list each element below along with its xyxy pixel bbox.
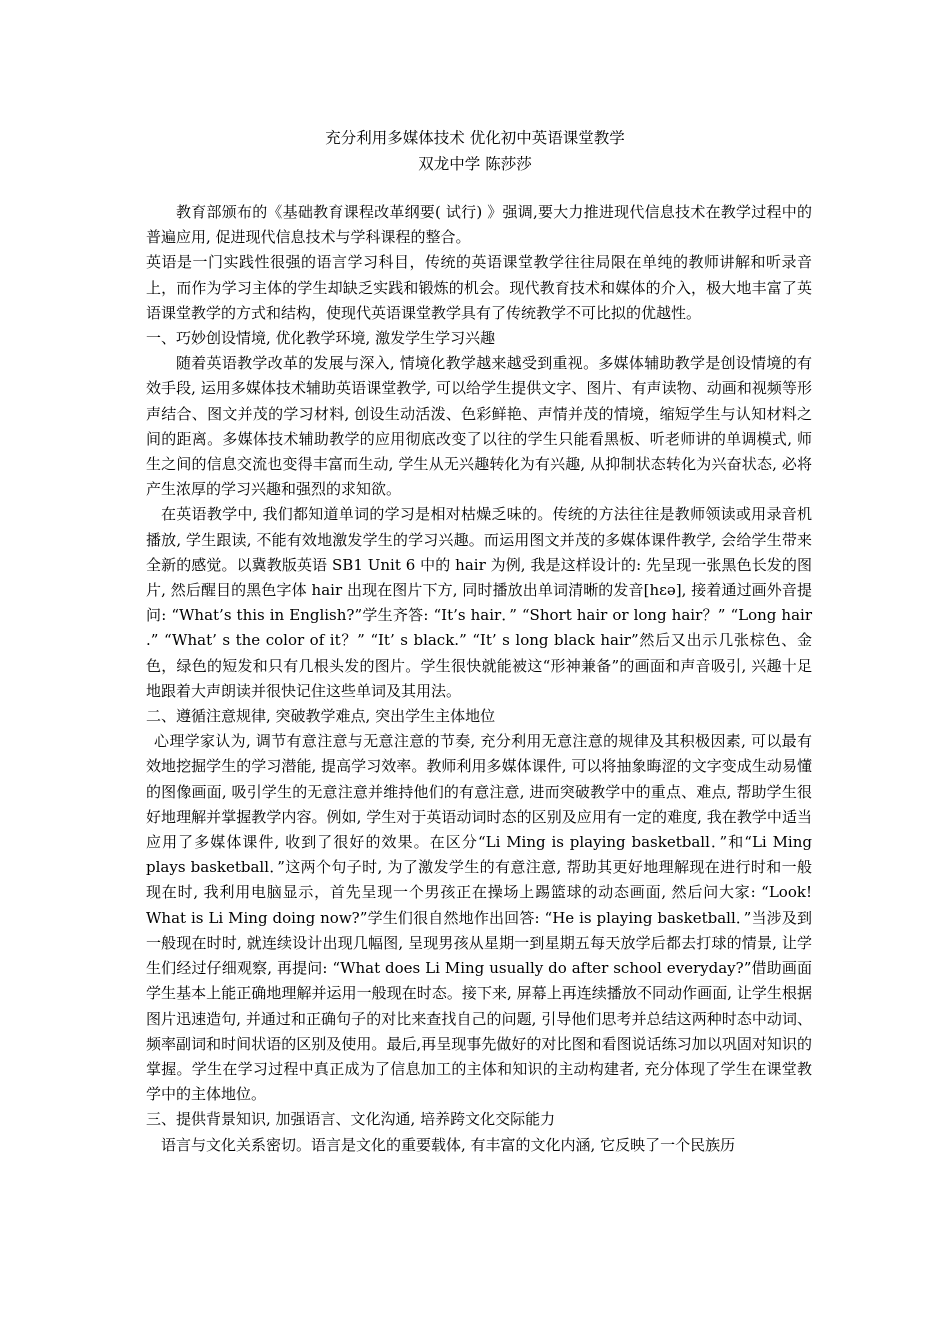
document-body — [146, 200, 812, 1158]
paragraph: 在英语教学中, 我们都知道单词的学习是相对枯燥乏味的。传统的方法往往是教师领读或用录音机播放, 学生跟读, 不能有效地激发学生的学习兴趣。而运用图文并茂的多媒体课件教学, 会给学生带来全新的感觉。以冀教版英语 SB1 Unit 6 中的 hair 为例, 我是这样设计的: 先呈现一张黑色长发的图片, 然后醒目的黑色字体 hair 出现在图片下方, 同时播放出单词清晰的发音[hɛə], 接着通过画外音提问: “What’s this in English?”学生齐答: “It’s hair．” “Short hair or long hair？” “Long hair .” “What’ s the color of it？” “It’ s black.” “It’ s long black hair”然后又出示几张棕色、金色，绿色的短发和只有几根头发的图片。学生很快就能被这“形神兼备”的画面和声音吸引, 兴趣十足地跟着大声朗读并很快记住这些单词及其用法。 — [146, 505, 812, 700]
paragraph: 三、提供背景知识, 加强语言、文化沟通, 培养跨文化交际能力 — [146, 1110, 556, 1129]
document-title: 充分利用多媒体技术 优化初中英语课堂教学 — [325, 129, 625, 147]
paragraph: 教育部颁布的《基础教育课程改革纲要( 试行) 》强调,要大力推进现代信息技术在教学过程中的普遍应用, 促进现代信息技术与学科课程的整合。 — [146, 203, 812, 247]
paragraph: 心理学家认为, 调节有意注意与无意注意的节奏, 充分利用无意注意的规律及其积极因素, 可以最有效地挖掘学生的学习潜能, 提高学习效率。教师利用多媒体课件, 可以将抽象晦涩的文字变成生动易懂的图像画面, 吸引学生的无意注意并维持他们的有意注意, 进而突破教学中的重点、难点, 帮助学生很好地理解并掌握教学内容。例如, 学生对于英语动词时态的区别及应用有一定的难度, 我在教学中适当应用了多媒体课件, 收到了很好的效果。在区分“Li Ming is playing basketball．”和“Li Ming plays basketball．”这两个句子时, 为了激发学生的有意注意, 帮助其更好地理解现在进行时和一般现在时, 我利用电脑显示，首先呈现一个男孩正在操场上踢篮球的动态画面, 然后问大家: “Look! What is Li Ming doing now?”学生们很自然地作出回答: “He is playing basketball．”当涉及到一般现在时时, 就连续设计出现几幅图, 呈现男孩从星期一到星期五每天放学后都去打球的情景, 让学生们经过仔细观察, 再提问: “What does Li Ming usually do after school everyday?”借助画面学生基本上能正确地理解并运用一般现在时态。接下来, 屏幕上再连续播放不同动作画面, 让学生根据图片迅速造句, 并通过和正确句子的对比来查找自己的问题, 引导他们思考并总结这两种时态中动词、频率副词和时间状语的区别及使用。最后,再呈现事先做好的对比图和看图说话练习加以巩固对知识的掌握。学生在学习过程中真正成为了信息加工的主体和知识的主动构建者, 充分体现了学生在课堂教学中的主体地位。 — [146, 732, 812, 1104]
paragraph: 随着英语教学改革的发展与深入, 情境化教学越来越受到重视。多媒体辅助教学是创设情境的有效手段, 运用多媒体技术辅助英语课堂教学, 可以给学生提供文字、图片、有声读物、动画和视频等形声结合、图文并茂的学习材料, 创设生动活泼、色彩鲜艳、声情并茂的情境，缩短学生与认知材料之间的距离。多媒体技术辅助教学的应用彻底改变了以往的学生只能看黑板、听老师讲的单调模式, 师生之间的信息交流也变得丰富而生动, 学生从无兴趣转化为有兴趣, 从抑制状态转化为兴奋状态, 必将产生浓厚的学习兴趣和强烈的求知欲。 — [146, 354, 812, 499]
document-author: 双龙中学 陈莎莎 — [418, 155, 532, 173]
paragraph: 语言与文化关系密切。语言是文化的重要载体, 有丰富的文化内涵, 它反映了一个民族历 — [161, 1135, 736, 1154]
paragraph: 二、遵循注意规律, 突破教学难点, 突出学生主体地位 — [146, 707, 496, 726]
paragraph: 一、巧妙创设情境, 优化教学环境, 激发学生学习兴趣 — [146, 329, 496, 348]
paragraph: 英语是一门实践性很强的语言学习科目，传统的英语课堂教学往往局限在单纯的教师讲解和听录音上，而作为学习主体的学生却缺乏实践和锻炼的机会。现代教育技术和媒体的介入，极大地丰富了英语课堂教学的方式和结构，使现代英语课堂教学具有了传统教学不可比拟的优越性。 — [146, 253, 812, 322]
